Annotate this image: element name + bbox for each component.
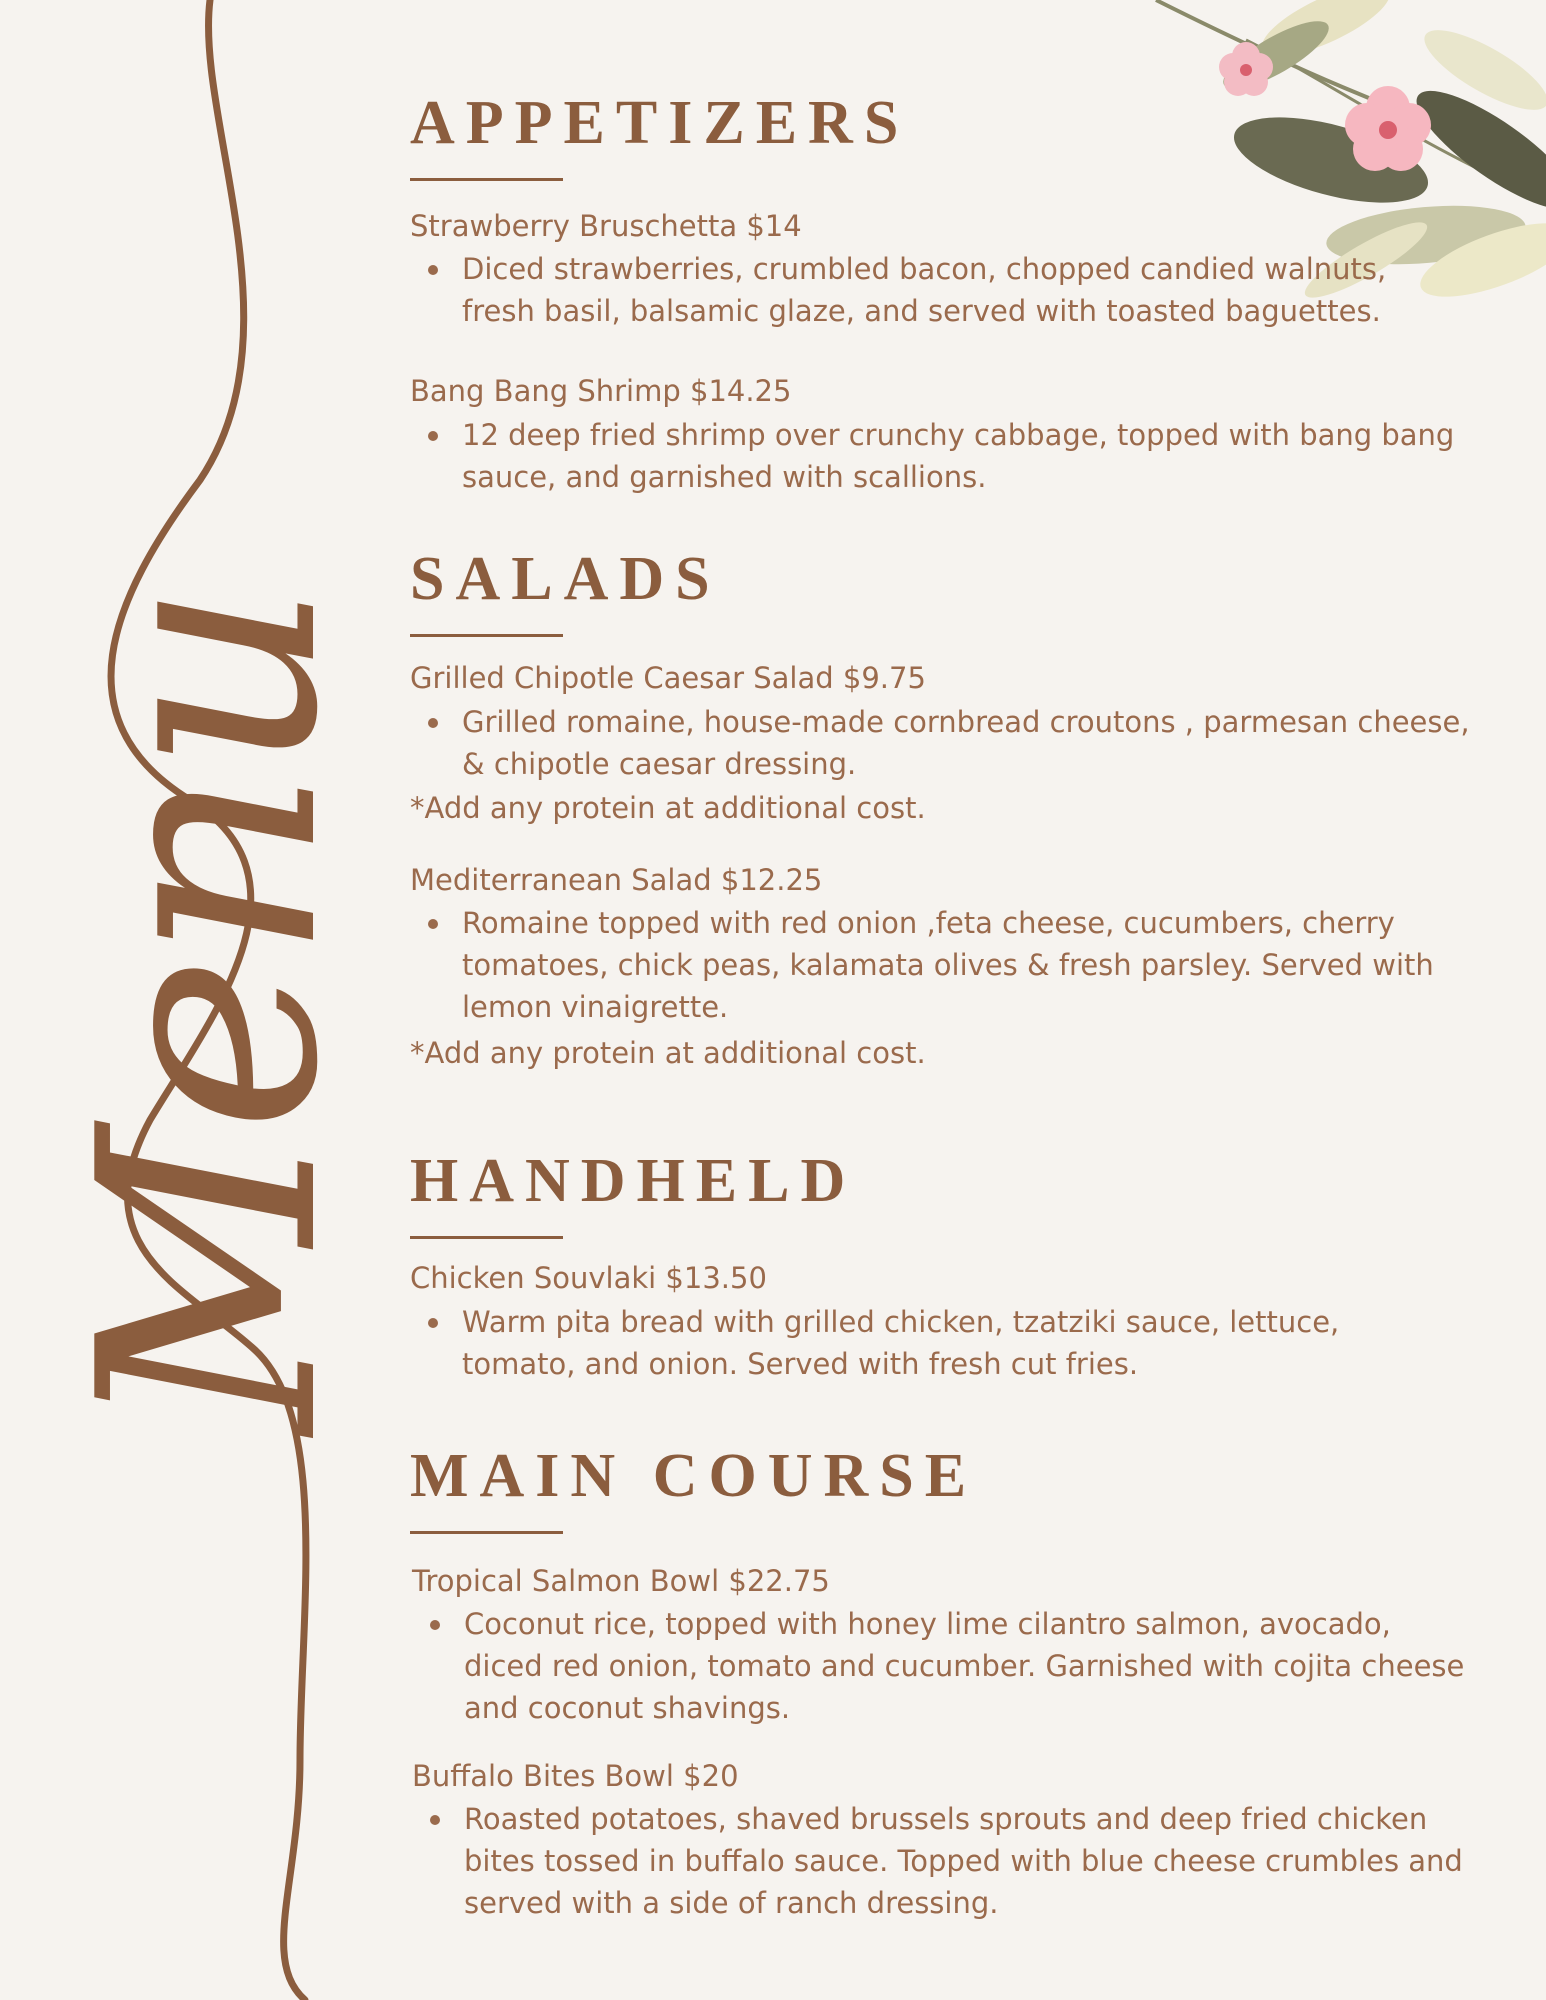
description-line: & chipotle caesar dressing.	[462, 747, 857, 781]
section-salads	[410, 545, 721, 637]
description-line: Grilled romaine, house-made cornbread croutons , parmesan cheese,	[462, 705, 1470, 739]
description-line: tomatoes, chick peas, kalamata olives & fresh parsley. Served with	[462, 948, 1434, 982]
menu-side-title: Menu	[35, 586, 384, 1434]
item-description	[410, 248, 1386, 332]
protein-note: *Add any protein at additional cost.	[410, 1036, 926, 1070]
description-line: served with a side of ranch dressing.	[464, 1886, 999, 1920]
bullet-icon	[428, 718, 438, 728]
item-description	[412, 1603, 1464, 1729]
protein-note: *Add any protein at additional cost.	[410, 791, 926, 825]
description-line: bites tossed in buffalo sauce. Topped with blue cheese crumbles and	[464, 1844, 1463, 1878]
bullet-icon	[428, 431, 438, 441]
item-description	[410, 1301, 1339, 1385]
description-line: fresh basil, balsamic glaze, and served with toasted baguettes.	[462, 294, 1381, 328]
item-title: Bang Bang Shrimp $14.25	[410, 374, 792, 408]
item-description	[410, 414, 1454, 498]
item-title: Buffalo Bites Bowl $20	[412, 1759, 739, 1793]
item-description	[412, 1798, 1463, 1924]
heading-underline	[410, 178, 563, 181]
bullet-icon	[428, 1318, 438, 1328]
heading-underline	[410, 1236, 563, 1239]
section-main-course	[410, 1442, 978, 1534]
bullet-icon	[428, 919, 438, 929]
section-heading: APPETIZERS	[410, 89, 910, 157]
description-line: 12 deep fried shrimp over crunchy cabbage, topped with bang bang	[462, 418, 1455, 452]
description-line: and coconut shavings.	[464, 1691, 791, 1725]
description-line: Diced strawberries, crumbled bacon, chopped candied walnuts,	[462, 252, 1387, 286]
description-line: Romaine topped with red onion ,feta cheese, cucumbers, cherry	[462, 906, 1395, 940]
bullet-icon	[430, 1620, 440, 1630]
description-line: lemon vinaigrette.	[462, 990, 729, 1024]
item-description	[410, 902, 1434, 1028]
description-line: Coconut rice, topped with honey lime cilantro salmon, avocado,	[464, 1607, 1391, 1641]
item-title: Mediterranean Salad $12.25	[410, 863, 823, 897]
section-heading: SALADS	[410, 545, 721, 613]
heading-underline	[410, 1531, 563, 1534]
bullet-icon	[428, 265, 438, 275]
item-description	[410, 701, 1470, 785]
item-title: Tropical Salmon Bowl $22.75	[412, 1564, 830, 1598]
bullet-icon	[430, 1815, 440, 1825]
description-line: Warm pita bread with grilled chicken, tzatziki sauce, lettuce,	[462, 1305, 1340, 1339]
item-title: Grilled Chipotle Caesar Salad $9.75	[410, 661, 926, 695]
description-line: sauce, and garnished with scallions.	[462, 460, 987, 494]
description-line: tomato, and onion. Served with fresh cut fries.	[462, 1347, 1139, 1381]
item-title: Strawberry Bruschetta $14	[410, 209, 802, 243]
description-line: Roasted potatoes, shaved brussels sprouts and deep fried chicken	[464, 1802, 1428, 1836]
section-heading: HANDHELD	[410, 1147, 857, 1215]
section-handheld	[410, 1147, 857, 1239]
description-line: diced red onion, tomato and cucumber. Garnished with cojita cheese	[464, 1649, 1465, 1683]
section-heading: MAIN COURSE	[410, 1442, 978, 1510]
heading-underline	[410, 634, 563, 637]
item-title: Chicken Souvlaki $13.50	[410, 1261, 767, 1295]
section-appetizers	[410, 89, 910, 181]
